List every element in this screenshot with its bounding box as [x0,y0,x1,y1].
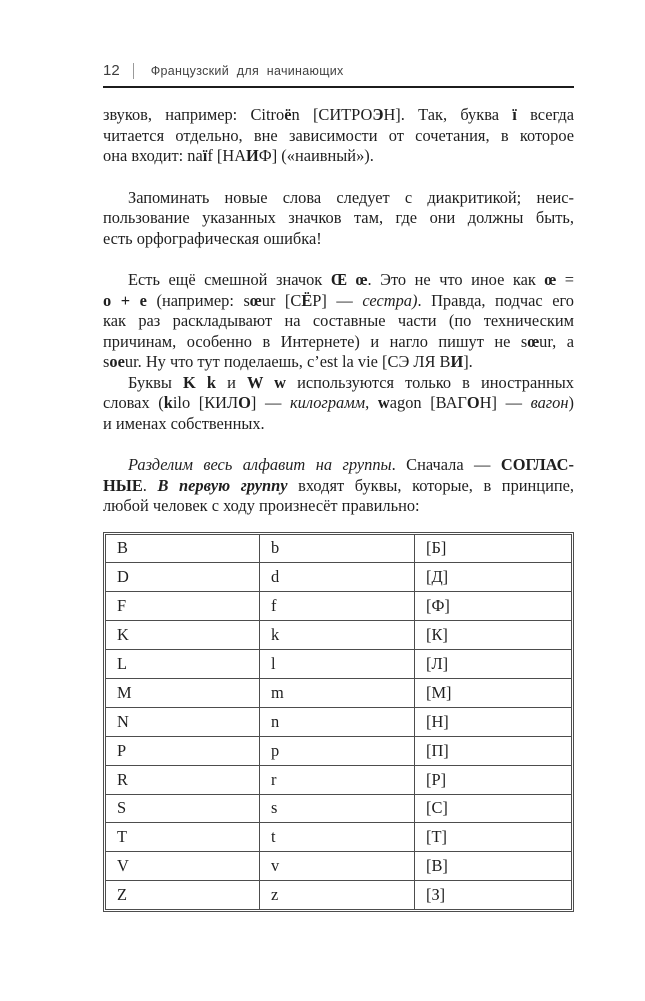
text-segment: Œ œ [330,270,368,289]
text-segment: ilo [КИЛ [172,393,239,412]
text-segment: И [450,352,464,371]
text-segment: ï [202,146,208,165]
table-cell: M [106,678,260,707]
table-cell: z [260,881,415,910]
table-cell: [Ф] [415,592,572,621]
table-cell: D [106,563,260,592]
paragraph-oe-ligature [103,270,574,373]
paragraph-diacritics [103,188,574,250]
text-segment: . Правда, подчас его [417,290,574,310]
text-segment: Ё [301,290,313,310]
table-cell: f [260,592,415,621]
text-segment: w [377,393,390,412]
table-cell: [Н] [415,707,572,736]
text-line [103,414,574,435]
text-segment: О [238,393,251,412]
text-segment: Разделим весь алфавит на группы [128,455,392,474]
text-segment: ï [512,105,517,124]
table-cell: [Л] [415,650,572,679]
text-segment: и именах собственных. [103,413,265,433]
text-segment: n [СИТРО [291,105,373,124]
text-segment: входят буквы, которые, в принципе, [287,475,574,495]
text-segment: как раз раскладывают на составные части (по техническим [103,311,574,330]
table-row [106,678,572,707]
book-title: Французский для начинающих [150,63,344,78]
text-segment: œ [527,331,540,351]
table-cell: d [260,563,415,592]
text-segment: . Сначала — [391,455,501,474]
text-segment: НЫЕ [103,475,143,495]
text-line [103,291,574,312]
text-segment: œ [249,290,262,310]
text-segment: agon [ВАГ [389,393,467,412]
table-row [106,563,572,592]
text-line [103,188,574,209]
table-cell: [Т] [415,823,572,852]
table-row [106,650,572,679]
text-segment: f [НА [207,146,247,165]
table-cell: B [106,534,260,563]
header-separator-bar [133,63,134,79]
table-cell: p [260,736,415,765]
text-segment: Н]. Так, буква [383,105,513,124]
text-segment: Есть ещё смешной значок [128,270,331,289]
table-cell: l [260,650,415,679]
table-cell: V [106,852,260,881]
table-row [106,534,572,563]
text-segment: словах ( [103,393,164,412]
body-text [103,105,574,517]
text-segment: всегда [516,105,575,124]
table-row [106,736,572,765]
table-cell: [С] [415,794,572,823]
text-segment: ur, а [539,331,575,351]
table-cell: K [106,621,260,650]
text-segment: Э [372,105,384,124]
table-cell: L [106,650,260,679]
text-line [103,105,574,126]
table-cell: Z [106,881,260,910]
table-cell: v [260,852,415,881]
text-line [103,496,574,517]
paragraph-sounds-citroen [103,105,574,167]
page-content [103,62,574,912]
text-line [103,146,574,167]
table-cell: [Р] [415,765,572,794]
text-line [103,332,574,353]
text-segment: Ф] («наивный»). [258,146,374,165]
text-segment: ur. Ну что тут поделаешь, c’est la vie [СЭ ЛЯ В [124,352,451,371]
table-cell: T [106,823,260,852]
table-cell: m [260,678,415,707]
text-segment: (например: s [146,290,250,310]
table-cell: S [106,794,260,823]
text-segment: килограмм [290,393,366,412]
text-segment: K k [183,372,216,392]
text-line [103,455,574,476]
table-cell: [К] [415,621,572,650]
table-row [106,621,572,650]
page-number: 12 [103,62,120,79]
text-segment: есть орфографическая ошибка! [103,228,322,248]
text-segment: любой человек с ходу произнесёт правильно: [103,496,420,515]
text-segment: . Это не что иное как [367,270,545,289]
table-cell: [М] [415,678,572,707]
table-cell: t [260,823,415,852]
text-line [103,208,574,229]
text-segment: О [466,393,480,412]
table-cell: b [260,534,415,563]
text-segment: сестра) [362,290,418,310]
table-row [106,823,572,852]
text-segment: она входит: na [103,146,203,165]
text-segment: Н] — [479,393,531,412]
table-cell: [Б] [415,534,572,563]
text-line [103,126,574,147]
table-cell: [Д] [415,563,572,592]
text-segment: oe [109,352,125,371]
text-line [103,393,574,414]
table-cell: N [106,707,260,736]
text-segment: , [365,393,378,412]
text-segment: ur [С [261,290,302,310]
table-cell: r [260,765,415,794]
table-row [106,881,572,910]
paragraph-alphabet-groups [103,455,574,517]
text-segment: И [246,146,259,165]
text-segment: Р] — [312,290,363,310]
text-line [103,373,574,394]
table-row [106,707,572,736]
text-segment: используются только в иностранных [285,372,575,392]
text-segment: W w [246,372,286,392]
table-cell: [В] [415,852,572,881]
text-segment: звуков, например: Citro [103,105,285,124]
table-cell: [П] [415,736,572,765]
table-cell: [З] [415,881,572,910]
text-line [103,270,574,291]
text-line [103,229,574,250]
header-rule [103,86,574,88]
table-cell: R [106,765,260,794]
text-segment: ] — [250,393,291,412]
text-segment: Буквы [128,372,184,392]
text-segment: ) [568,393,574,412]
consonants-table-frame [103,532,574,913]
text-segment: пользование указанных значков там, где они должны быть, [103,208,574,227]
text-segment: Запоминать новые слова следует с диакритикой; неис- [128,187,574,207]
text-segment: . [142,475,158,495]
table-cell: F [106,592,260,621]
text-line [103,352,574,373]
table-row [106,592,572,621]
running-header [103,62,574,79]
text-segment: вагон [530,393,569,412]
table-cell: n [260,707,415,736]
text-segment: ]. [463,352,473,371]
text-segment: k [163,393,173,412]
table-cell: k [260,621,415,650]
text-line [103,476,574,497]
text-segment: о + е [103,290,147,310]
table-row [106,765,572,794]
text-segment: œ [544,270,557,289]
table-row [106,794,572,823]
text-segment: ë [284,105,292,124]
text-segment: СОГЛАС- [500,455,574,474]
text-segment: s [103,352,110,371]
consonants-table [105,534,572,911]
text-segment: = [556,270,574,289]
paragraph-letters-k-w [103,373,574,435]
table-cell: s [260,794,415,823]
text-line [103,311,574,332]
table-cell: P [106,736,260,765]
text-segment: причинам, особенно в Интернете) и нагло пишут не s [103,331,528,351]
table-row [106,852,572,881]
text-segment: В первую группу [157,475,288,495]
text-segment: читается отдельно, вне зависимости от сочетания, в которое [103,125,574,145]
text-segment: и [215,372,247,392]
